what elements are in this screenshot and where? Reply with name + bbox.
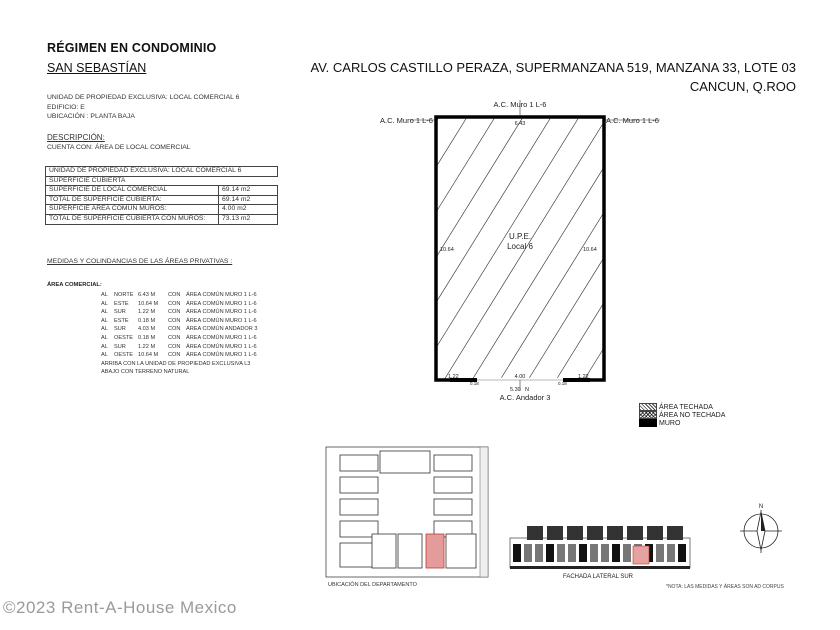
legend-item <box>639 411 725 419</box>
compass-n: N <box>758 504 764 510</box>
address-line-2: CANCUN, Q.ROO <box>689 79 796 94</box>
legend-swatch-wall <box>639 419 657 427</box>
watermark: ©2023 Rent-A-House Mexico <box>3 598 237 617</box>
facade-part <box>567 526 583 540</box>
facade-part <box>627 526 643 540</box>
hatch-line <box>556 117 670 380</box>
facade-part <box>587 526 603 540</box>
bottom-label: A.C. Andador 3 <box>499 393 551 402</box>
facade-part <box>647 526 663 540</box>
list-item: AL NORTE 6.43 M CON ÁREA COMÚN MURO 1 L-6 <box>101 292 257 298</box>
unit-info <box>47 93 239 122</box>
table-cell-value: 73.13 m2 <box>219 214 278 224</box>
facade-part <box>557 544 565 562</box>
facade-part <box>547 526 563 540</box>
site-unit <box>398 534 422 568</box>
site-unit <box>372 534 396 568</box>
top-label: A.C. Muro 1 L-6 <box>493 100 547 109</box>
hatch-line <box>668 117 670 380</box>
measures-list <box>101 291 258 377</box>
facade-part <box>579 544 587 562</box>
north-arrow-icon <box>736 500 786 556</box>
legend <box>639 403 725 427</box>
n-mark: N <box>525 387 529 393</box>
facade-part <box>667 544 675 562</box>
site-unit <box>434 477 472 493</box>
unit-info-line: UBICACIÓN : PLANTA BAJA <box>47 113 135 121</box>
hatch-line <box>640 117 670 380</box>
surface-table <box>45 166 278 225</box>
legend-label: MURO <box>659 419 681 427</box>
regime-title: RÉGIMEN EN CONDOMINIO <box>47 41 217 55</box>
hatch-line <box>584 117 670 380</box>
table-cell-label: SUPERFICIE ÁREA COMÚN MUROS: <box>46 205 219 215</box>
hatch-line <box>370 117 411 380</box>
facade-part <box>667 526 683 540</box>
facade-part <box>656 544 664 562</box>
right-label: A.C. Muro 1 L-6 <box>606 116 659 125</box>
table-cell-label: TOTAL DE SUPERFICIE CUBIERTA: <box>46 195 219 205</box>
legend-item <box>639 403 725 411</box>
legend-label: ÁREA NO TECHADA <box>659 411 726 419</box>
facade-part <box>612 544 620 562</box>
measures-area-label: ÁREA COMERCIAL: <box>47 282 102 288</box>
table-cell-value: 4.00 m2 <box>219 205 278 215</box>
facade-part <box>527 526 543 540</box>
table-cell-value: 69.14 m2 <box>219 186 278 196</box>
facade-caption: FACHADA LATERAL SUR <box>563 574 634 580</box>
small-left-dim: 0.18 <box>470 381 479 386</box>
measures-title: MEDIDAS Y COLINDANCIAS DE LAS ÁREAS PRIVATIVAS : <box>47 258 233 265</box>
facade-part <box>568 544 576 562</box>
north-dim: 6.43 <box>514 121 526 127</box>
facade-part <box>607 526 623 540</box>
measures-above: ARRIBA CON LA UNIDAD DE PROPIEDAD EXCLUSIVA L3 <box>101 360 251 367</box>
list-item: AL SUR 1.22 M CON ÁREA COMÚN MURO 1 L-6 <box>101 309 257 316</box>
facade-part <box>590 544 598 562</box>
unit-info-line: EDIFICIO: E <box>47 103 85 111</box>
table-row <box>46 186 278 196</box>
hatch-line <box>370 117 383 380</box>
highlighted-unit <box>426 534 444 568</box>
list-item: AL ESTE 10.64 M CON ÁREA COMÚN MURO 1 L-6 <box>101 300 257 307</box>
site-unit <box>446 534 476 568</box>
hatch-line <box>612 117 670 380</box>
table-cell-label: SUPERFICIE DE LOCAL COMERCIAL <box>46 186 219 196</box>
small-right-dim: 0.18 <box>558 381 567 386</box>
site-unit <box>434 499 472 515</box>
hatch-line <box>472 117 635 380</box>
facade-part <box>623 544 631 562</box>
hatch-line <box>528 117 670 380</box>
left-label: A.C. Muro 1 L-6 <box>380 116 433 125</box>
door-dim: 4.00 <box>514 374 526 380</box>
surface-table-header: UNIDAD DE PROPIEDAD EXCLUSIVA: LOCAL COMERCIAL 6 <box>46 167 278 177</box>
west-dim: 10.64 <box>440 247 454 253</box>
floor-plan <box>370 95 670 405</box>
surface-table-subheader: SUPERFICIE CUBIERTA <box>46 176 278 186</box>
condo-name: SAN SEBASTÍAN <box>47 61 147 75</box>
legend-item <box>639 419 725 427</box>
table-cell-value: 69.14 m2 <box>219 195 278 205</box>
site-plan <box>322 443 492 591</box>
facade-part <box>546 544 554 562</box>
list-item: AL ESTE 0.18 M CON ÁREA COMÚN MURO 1 L-6 <box>101 317 257 324</box>
hatch-line <box>370 117 439 380</box>
facade-part <box>633 546 649 564</box>
facade-part <box>678 544 686 562</box>
list-item: AL SUR 1.22 M CON ÁREA COMÚN MURO 1 L-6 <box>101 343 257 350</box>
site-unit <box>434 455 472 471</box>
table-cell-label: TOTAL DE SUPERFICIE CUBIERTA CON MUROS: <box>46 214 219 224</box>
table-row <box>46 195 278 205</box>
site-unit <box>340 455 378 471</box>
site-unit <box>340 477 378 493</box>
measures-below: ABAJO CON TERRENO NATURAL <box>101 369 190 376</box>
legend-label: ÁREA TECHADA <box>659 403 713 411</box>
facade-part <box>524 544 532 562</box>
description-title: DESCRIPCIÓN: <box>47 133 105 142</box>
local-label: Local 6 <box>507 242 533 251</box>
list-item: AL SUR 4.03 M CON ÁREA COMÚN ANDADOR 3 <box>101 326 258 333</box>
legend-swatch-crosshatch <box>639 411 657 419</box>
site-unit <box>340 499 378 515</box>
unit-info-line: UNIDAD DE PROPIEDAD EXCLUSIVA: LOCAL COMERCIAL 6 <box>47 94 240 101</box>
facade-part <box>601 544 609 562</box>
site-caption: UBICACIÓN DEL DEPARTAMENTO <box>328 582 417 588</box>
facade-elevation <box>505 520 695 580</box>
upe-label: U.P.E. <box>508 232 532 241</box>
east-dim: 10.64 <box>583 247 597 253</box>
address-line-1: AV. CARLOS CASTILLO PERAZA, SUPERMANZANA 519, MANZANA 33, LOTE 03 <box>310 60 796 75</box>
facade-part <box>535 544 543 562</box>
se-dim: 1.22 <box>578 374 589 380</box>
legend-swatch-hatch <box>639 403 657 411</box>
facade-part <box>510 566 690 569</box>
sw-dim: 1.22 <box>448 374 459 380</box>
list-item: AL OESTE 0.18 M CON ÁREA COMÚN MURO 1 L-6 <box>101 334 257 341</box>
table-row <box>46 205 278 215</box>
bottom-dim: 5.30 <box>510 387 521 393</box>
description-text: CUENTA CON: ÁREA DE LOCAL COMERCIAL <box>47 144 191 151</box>
facade-part <box>513 544 521 562</box>
note: *NOTA: LAS MEDIDAS Y ÁREAS SON AD CORPUS <box>666 584 784 590</box>
hatch-line <box>370 117 495 380</box>
table-row <box>46 214 278 224</box>
list-item: AL OESTE 10.64 M CON ÁREA COMÚN MURO 1 L-6 <box>101 352 257 359</box>
